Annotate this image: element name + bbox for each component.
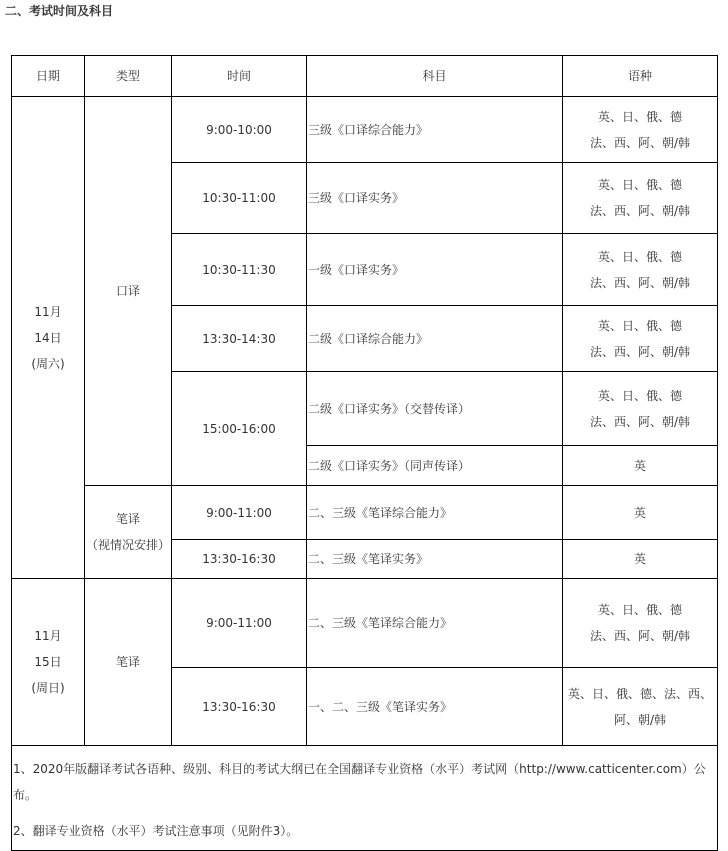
languages-line: 法、西、阿、朝/韩: [589, 135, 691, 150]
subject-cell: 一级《口译实务》: [307, 234, 563, 306]
type-translation-day1: [85, 486, 172, 579]
table-row: [12, 579, 718, 668]
subject-cell: 三级《口译实务》: [307, 163, 563, 234]
languages-line: 法、西、阿、朝/韩: [589, 629, 691, 643]
note-item: 2、翻译专业资格（水平）考试注意事项（见附件3）。: [13, 824, 299, 838]
languages-line: 法、西、阿、朝/韩: [589, 344, 691, 359]
subject-cell: 二、三级《笔译综合能力》: [307, 579, 563, 668]
languages-cell: [563, 306, 718, 372]
languages-cell: [563, 668, 718, 746]
languages-line: 英、日、俄、德: [597, 109, 682, 124]
type-translation-day2: 笔译: [85, 579, 172, 746]
notes-cell: [12, 746, 718, 851]
time-cell: 15:00-16:00: [172, 372, 307, 486]
time-cell: 13:30-14:30: [172, 306, 307, 372]
time-cell: 13:30-16:30: [172, 668, 307, 746]
date-day: 14日: [34, 330, 62, 345]
header-languages: 语种: [563, 56, 718, 97]
date-month: 11月: [34, 629, 62, 643]
languages-cell: [563, 372, 718, 446]
languages-cell: [563, 97, 718, 163]
type-label: 笔译: [115, 512, 140, 526]
languages-line: 法、西、阿、朝/韩: [589, 275, 691, 290]
subject-cell: 二级《口译综合能力》: [307, 306, 563, 372]
languages-line: 法、西、阿、朝/韩: [589, 204, 691, 218]
subject-cell: 二、三级《笔译综合能力》: [307, 486, 563, 540]
languages-cell: [563, 234, 718, 306]
time-cell: 13:30-16:30: [172, 540, 307, 579]
header-type: 类型: [85, 56, 172, 97]
languages-cell: [563, 163, 718, 234]
languages-line: 英、日、俄、德: [597, 388, 682, 403]
subject-cell: 三级《口译综合能力》: [307, 97, 563, 163]
languages-cell: [563, 579, 718, 668]
languages-line: 法、西、阿、朝/韩: [589, 414, 691, 429]
languages-line: 阿、朝/韩: [613, 712, 667, 727]
date-cell-day1: [12, 97, 85, 579]
languages-cell: 英: [563, 446, 718, 486]
header-row: [12, 56, 718, 97]
time-cell: 9:00-10:00: [172, 97, 307, 163]
note-item: 1、2020年版翻译考试各语种、级别、科目的考试大纲已在全国翻译专业资格（水平）考试网（http://www.catticenter.com）公布。: [13, 762, 706, 802]
header-time: 时间: [172, 56, 307, 97]
languages-cell: 英: [563, 540, 718, 579]
date-cell-day2: [12, 579, 85, 746]
languages-line: 英、日、俄、德: [597, 603, 682, 617]
languages-line: 英、日、俄、德: [597, 178, 682, 192]
subject-cell: 二、三级《笔译实务》: [307, 540, 563, 579]
type-note: （视情况安排）: [85, 538, 170, 552]
time-cell: 10:30-11:00: [172, 163, 307, 234]
languages-line: 英、日、俄、德: [597, 249, 682, 264]
date-weekday: (周日): [31, 681, 65, 695]
subject-cell: 二级《口译实务》（交替传译）: [307, 372, 563, 446]
time-cell: 10:30-11:30: [172, 234, 307, 306]
table-row: [12, 97, 718, 163]
header-subject: 科目: [307, 56, 563, 97]
table-row: [12, 486, 718, 540]
subject-cell: 二级《口译实务》（同声传译）: [307, 446, 563, 486]
time-cell: 9:00-11:00: [172, 579, 307, 668]
type-interpretation: 口译: [85, 97, 172, 486]
languages-line: 英、日、俄、德、法、西、: [567, 686, 712, 701]
time-cell: 9:00-11:00: [172, 486, 307, 540]
date-month: 11月: [34, 304, 62, 319]
date-weekday: (周六): [31, 356, 65, 371]
notes-row: [12, 746, 718, 851]
languages-cell: 英: [563, 486, 718, 540]
header-date: 日期: [12, 56, 85, 97]
section-title: 二、考试时间及科目: [5, 4, 114, 18]
subject-cell: 一、二、三级《笔译实务》: [307, 668, 563, 746]
languages-line: 英、日、俄、德: [597, 318, 682, 333]
date-day: 15日: [34, 655, 62, 669]
exam-schedule-table: [11, 55, 718, 851]
